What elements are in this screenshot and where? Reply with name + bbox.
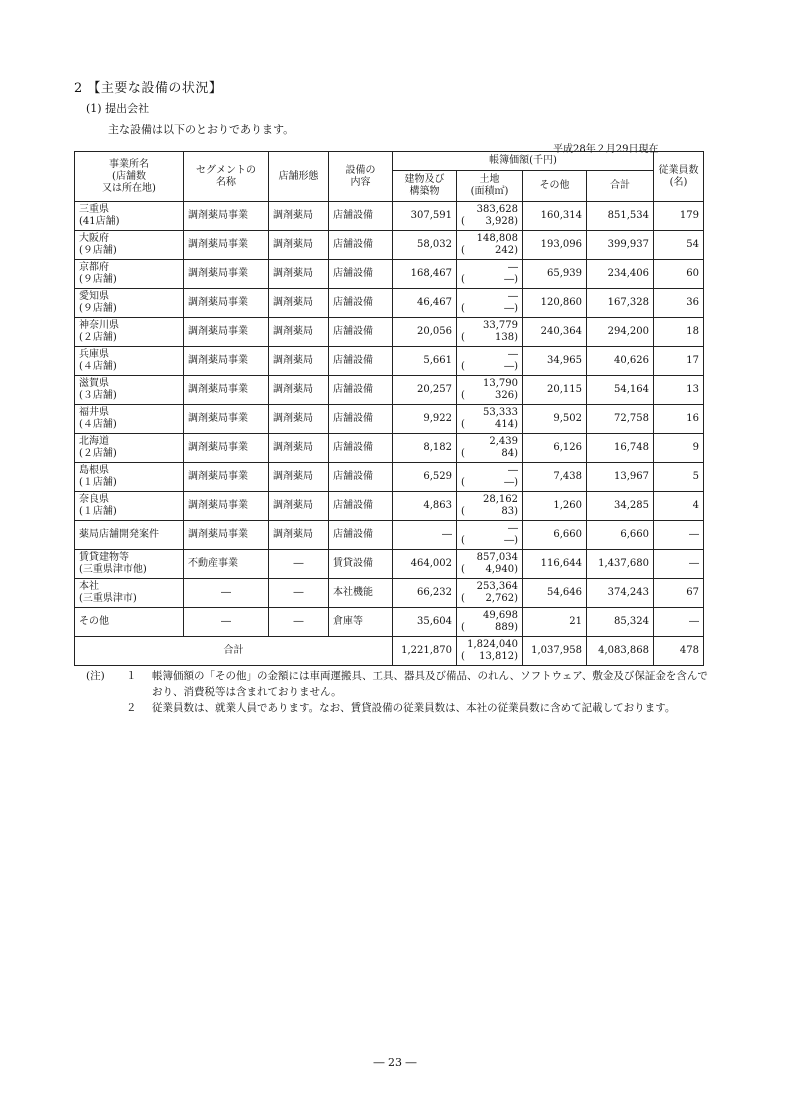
building-value: 5,661: [393, 347, 457, 376]
office-name: 賃貸建物等 (三重県津市他): [75, 550, 184, 579]
building-value: 9,922: [393, 405, 457, 434]
equipment-content: 店舗設備: [329, 521, 393, 550]
office-name: 本社 (三重県津市): [75, 579, 184, 608]
land-value: 857,034 ( 4,940): [457, 550, 523, 579]
table-row: [75, 231, 704, 260]
table-body: [75, 202, 704, 637]
employee-count: 13: [654, 376, 704, 405]
header-book-value: 帳簿価額(千円): [393, 152, 654, 171]
office-name: 福井県 (４店舗): [75, 405, 184, 434]
office-name: 三重県 (41店舗): [75, 202, 184, 231]
note-1: [86, 668, 710, 700]
office-name: 大阪府 (９店舗): [75, 231, 184, 260]
total-value: 85,324: [587, 608, 654, 637]
equipment-content: 店舗設備: [329, 405, 393, 434]
other-value: 6,126: [523, 434, 587, 463]
note-text: 帳簿価額の「その他」の金額には車両運搬具、工具、器具及び備品、のれん、ソフトウェア、敷金及び保証金を含んでおり、消費税等は含まれておりません。: [152, 670, 708, 698]
building-value: 6,529: [393, 463, 457, 492]
employee-count: 9: [654, 434, 704, 463]
store-type: 調剤薬局: [269, 347, 329, 376]
note-number: １: [126, 670, 137, 682]
header-total: 合計: [587, 171, 654, 202]
total-total: 4,083,868: [587, 637, 654, 666]
building-value: 35,604: [393, 608, 457, 637]
office-name: 京都府 (９店舗): [75, 260, 184, 289]
land-value: ― ( ―): [457, 260, 523, 289]
total-value: 40,626: [587, 347, 654, 376]
segment-name: 調剤薬局事業: [184, 376, 269, 405]
employee-count: 4: [654, 492, 704, 521]
table-row: [75, 492, 704, 521]
segment-name: ―: [184, 579, 269, 608]
employee-count: 17: [654, 347, 704, 376]
equipment-content: 店舗設備: [329, 289, 393, 318]
total-value: 13,967: [587, 463, 654, 492]
other-value: 240,364: [523, 318, 587, 347]
other-value: 1,260: [523, 492, 587, 521]
store-type: 調剤薬局: [269, 463, 329, 492]
building-value: 66,232: [393, 579, 457, 608]
header-building: 建物及び 構築物: [393, 171, 457, 202]
land-value: 253,364 ( 2,762): [457, 579, 523, 608]
header-other: その他: [523, 171, 587, 202]
note-number: ２: [126, 702, 137, 714]
total-value: 1,437,680: [587, 550, 654, 579]
equipment-content: 店舗設備: [329, 347, 393, 376]
note-label: (注): [86, 670, 105, 682]
land-value: ― ( ―): [457, 521, 523, 550]
equipment-content: 店舗設備: [329, 463, 393, 492]
land-value: 2,439 ( 84): [457, 434, 523, 463]
table-row: [75, 608, 704, 637]
office-name: 滋賀県 (３店舗): [75, 376, 184, 405]
total-row: [75, 637, 704, 666]
other-value: 120,860: [523, 289, 587, 318]
employee-count: 60: [654, 260, 704, 289]
building-value: 4,863: [393, 492, 457, 521]
equipment-content: 賃貸設備: [329, 550, 393, 579]
store-type: 調剤薬局: [269, 231, 329, 260]
total-other: 1,037,958: [523, 637, 587, 666]
segment-name: 調剤薬局事業: [184, 318, 269, 347]
office-name: 愛知県 (９店舗): [75, 289, 184, 318]
segment-name: ―: [184, 608, 269, 637]
equipment-content: 店舗設備: [329, 318, 393, 347]
note-2: [86, 700, 710, 716]
employee-count: 5: [654, 463, 704, 492]
total-value: 399,937: [587, 231, 654, 260]
other-value: 9,502: [523, 405, 587, 434]
total-land: 1,824,040 ( 13,812): [457, 637, 523, 666]
table-row: [75, 521, 704, 550]
employee-count: 54: [654, 231, 704, 260]
segment-name: 調剤薬局事業: [184, 347, 269, 376]
total-value: 72,758: [587, 405, 654, 434]
building-value: 58,032: [393, 231, 457, 260]
store-type: ―: [269, 579, 329, 608]
header-equipment: 設備の 内容: [329, 152, 393, 202]
table-row: [75, 202, 704, 231]
employee-count: 179: [654, 202, 704, 231]
total-value: 6,660: [587, 521, 654, 550]
table-row: [75, 376, 704, 405]
store-type: 調剤薬局: [269, 521, 329, 550]
segment-name: 調剤薬局事業: [184, 434, 269, 463]
equipment-content: 店舗設備: [329, 260, 393, 289]
equipment-content: 倉庫等: [329, 608, 393, 637]
store-type: 調剤薬局: [269, 492, 329, 521]
land-value: ― ( ―): [457, 347, 523, 376]
total-value: 374,243: [587, 579, 654, 608]
header-office: 事業所名 (店舗数 又は所在地): [75, 152, 184, 202]
employee-count: 18: [654, 318, 704, 347]
store-type: 調剤薬局: [269, 202, 329, 231]
segment-name: 調剤薬局事業: [184, 231, 269, 260]
office-name: 兵庫県 (４店舗): [75, 347, 184, 376]
total-value: 54,164: [587, 376, 654, 405]
land-value: ― ( ―): [457, 463, 523, 492]
section-title: 2 【主要な設備の状況】: [74, 81, 223, 96]
equipment-content: 店舗設備: [329, 202, 393, 231]
segment-name: 調剤薬局事業: [184, 405, 269, 434]
sub-title: (1) 提出会社: [86, 102, 150, 115]
total-value: 167,328: [587, 289, 654, 318]
table-row: [75, 318, 704, 347]
building-value: ―: [393, 521, 457, 550]
other-value: 160,314: [523, 202, 587, 231]
equipment-content: 店舗設備: [329, 434, 393, 463]
land-value: 148,808 ( 242): [457, 231, 523, 260]
office-name: 島根県 (１店舗): [75, 463, 184, 492]
building-value: 168,467: [393, 260, 457, 289]
table-row: [75, 550, 704, 579]
store-type: ―: [269, 608, 329, 637]
land-value: 13,790 ( 326): [457, 376, 523, 405]
other-value: 34,965: [523, 347, 587, 376]
table-row: [75, 463, 704, 492]
store-type: 調剤薬局: [269, 434, 329, 463]
store-type: 調剤薬局: [269, 260, 329, 289]
building-value: 46,467: [393, 289, 457, 318]
building-value: 8,182: [393, 434, 457, 463]
other-value: 65,939: [523, 260, 587, 289]
total-value: 234,406: [587, 260, 654, 289]
building-value: 20,056: [393, 318, 457, 347]
land-value: 49,698 ( 889): [457, 608, 523, 637]
store-type: ―: [269, 550, 329, 579]
store-type: 調剤薬局: [269, 405, 329, 434]
total-value: 851,534: [587, 202, 654, 231]
table-row: [75, 579, 704, 608]
land-value: ― ( ―): [457, 289, 523, 318]
total-value: 294,200: [587, 318, 654, 347]
employee-count: ―: [654, 608, 704, 637]
total-employees: 478: [654, 637, 704, 666]
other-value: 54,646: [523, 579, 587, 608]
header-land: 土地 (面積㎡): [457, 171, 523, 202]
other-value: 21: [523, 608, 587, 637]
as-of-date: 平成28年２月29日現在: [553, 144, 659, 155]
header-segment: セグメントの 名称: [184, 152, 269, 202]
segment-name: 調剤薬局事業: [184, 260, 269, 289]
office-name: 薬局店舗開発案件: [75, 521, 184, 550]
table-row: [75, 434, 704, 463]
building-value: 307,591: [393, 202, 457, 231]
other-value: 20,115: [523, 376, 587, 405]
total-value: 16,748: [587, 434, 654, 463]
store-type: 調剤薬局: [269, 376, 329, 405]
building-value: 464,002: [393, 550, 457, 579]
office-name: 奈良県 (１店舗): [75, 492, 184, 521]
office-name: その他: [75, 608, 184, 637]
table-row: [75, 405, 704, 434]
segment-name: 調剤薬局事業: [184, 463, 269, 492]
office-name: 神奈川県 (２店舗): [75, 318, 184, 347]
equipment-content: 店舗設備: [329, 492, 393, 521]
land-value: 53,333 ( 414): [457, 405, 523, 434]
segment-name: 調剤薬局事業: [184, 289, 269, 318]
land-value: 383,628 ( 3,928): [457, 202, 523, 231]
other-value: 7,438: [523, 463, 587, 492]
header-store-type: 店舗形態: [269, 152, 329, 202]
employee-count: 16: [654, 405, 704, 434]
table-row: [75, 347, 704, 376]
equipment-content: 店舗設備: [329, 231, 393, 260]
page-number: ― 23 ―: [373, 1056, 417, 1069]
segment-name: 調剤薬局事業: [184, 492, 269, 521]
store-type: 調剤薬局: [269, 289, 329, 318]
employee-count: ―: [654, 521, 704, 550]
table-row: [75, 260, 704, 289]
table-row: [75, 289, 704, 318]
store-type: 調剤薬局: [269, 318, 329, 347]
note-text: 従業員数は、就業人員であります。なお、賃貸設備の従業員数は、本社の従業員数に含めて記載しております。: [152, 702, 676, 714]
equipment-content: 店舗設備: [329, 376, 393, 405]
segment-name: 調剤薬局事業: [184, 202, 269, 231]
total-label: 合計: [75, 637, 393, 666]
office-name: 北海道 (２店舗): [75, 434, 184, 463]
employee-count: ―: [654, 550, 704, 579]
building-value: 20,257: [393, 376, 457, 405]
total-building: 1,221,870: [393, 637, 457, 666]
other-value: 6,660: [523, 521, 587, 550]
intro-text: 主な設備は以下のとおりであります。: [108, 123, 295, 136]
land-value: 33,779 ( 138): [457, 318, 523, 347]
employee-count: 36: [654, 289, 704, 318]
equipment-content: 本社機能: [329, 579, 393, 608]
notes: [86, 668, 710, 716]
land-value: 28,162 ( 83): [457, 492, 523, 521]
employee-count: 67: [654, 579, 704, 608]
header-employees: 従業員数 (名): [654, 152, 704, 202]
other-value: 193,096: [523, 231, 587, 260]
segment-name: 調剤薬局事業: [184, 521, 269, 550]
other-value: 116,644: [523, 550, 587, 579]
segment-name: 不動産事業: [184, 550, 269, 579]
equipment-table: [74, 151, 704, 666]
total-value: 34,285: [587, 492, 654, 521]
